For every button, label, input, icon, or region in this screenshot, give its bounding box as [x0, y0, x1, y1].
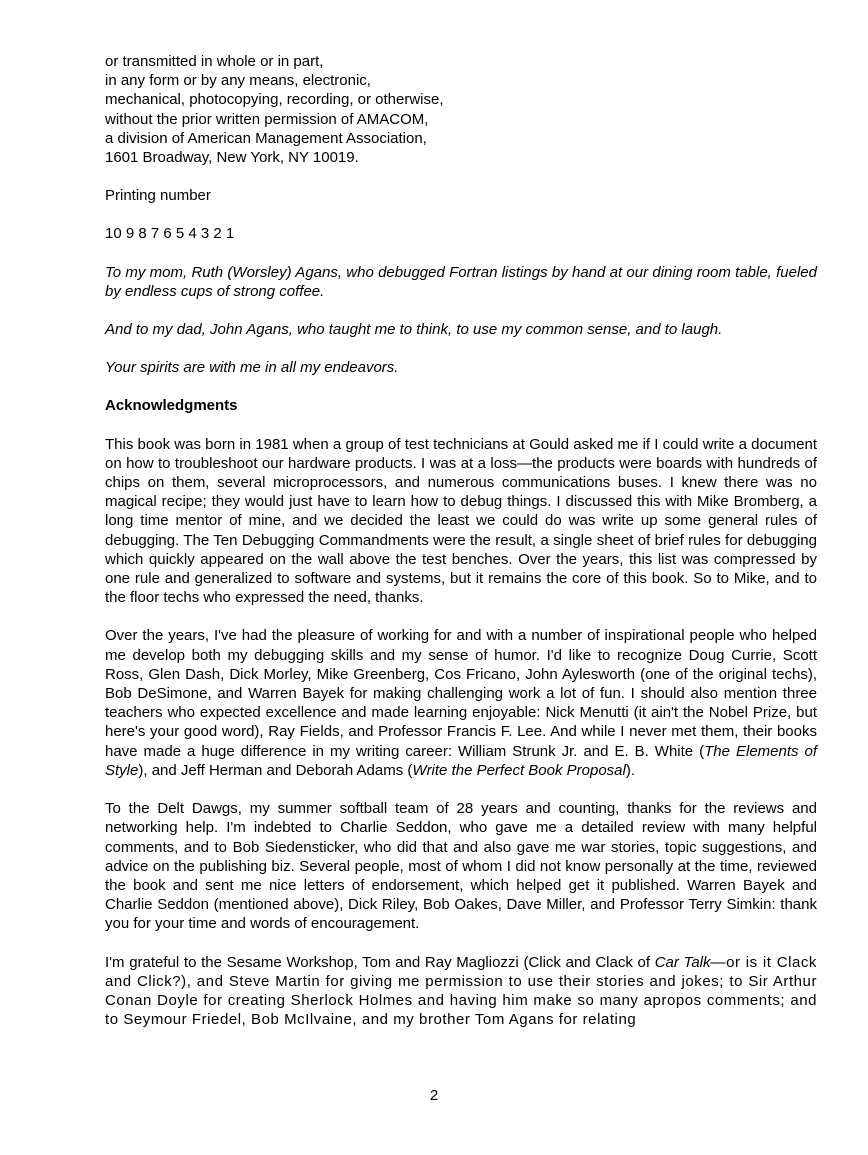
acknowledgments-heading: Acknowledgments [105, 397, 238, 415]
acknowledgments-paragraph-3: To the Delt Dawgs, my summer softball team of 28 years and counting, thanks for the reviews and networking help. I'm indebted to Charlie Seddon, who gave me a detailed review with many helpful comments, and to Bob Siedensticker, who did that and also gave me war stories, topic suggestions, and advice on the publishing biz. Several people, most of whom I did not know personally at the time, reviewed the book and sent me nice letters of endorsement, which helped get it published. Warren Bayek and Charlie Seddon (mentioned above), Dick Riley, Bob Oakes, Dave Miller, and Professor Terry Simkin: thank you for your time and words of encouragement. [105, 800, 817, 933]
copyright-line: without the prior written permission of AMACOM, [105, 110, 429, 128]
paragraph-text: Over the years, I've had the pleasure of working for and with a number of inspirational people who helped me develop both my debugging skills and my sense of humor. I'd like to recognize Doug Currie, Scott Ross, Glen Dash, Dick Morley, Mike Greenberg, Cos Fricano, John Aylesworth (one of the original techs), Bob DeSimone, and Warren Bayek for making challenging work a lot of fun. I should also mention three teachers who expected excellence and made learning enjoyable: Nick Menutti (it ain't the Nobel Prize, but here's your good word), Ray Fields, and Professor Francis F. Lee. And while I never met them, their books have made a huge difference in my writing career: William Strunk Jr. and E. B. White ( [105, 627, 817, 760]
paragraph-text: ), and Jeff Herman and Deborah Adams ( [138, 761, 413, 779]
copyright-line: a division of American Management Association, [105, 129, 427, 147]
copyright-line: in any form or by any means, electronic, [105, 72, 371, 90]
dedication-mom: To my mom, Ruth (Worsley) Agans, who debugged Fortran listings by hand at our dining room table, fueled by endless cups of strong coffee. [105, 263, 817, 300]
dedication-spirits: Your spirits are with me in all my endeavors. [105, 359, 399, 377]
paragraph-text: I'm grateful to the Sesame Workshop, Tom and Ray Magliozzi (Click and Clack of [105, 953, 655, 971]
printing-label: Printing number [105, 187, 211, 205]
acknowledgments-paragraph-2 [105, 626, 817, 780]
copyright-line: 1601 Broadway, New York, NY 10019. [105, 149, 359, 167]
paragraph-text: ). [625, 761, 636, 779]
copyright-line: or transmitted in whole or in part, [105, 53, 324, 70]
acknowledgments-paragraph-1: This book was born in 1981 when a group of test technicians at Gould asked me if I could write a document on how to troubleshoot our hardware products. I was at a loss—the products were boards with hundreds of chips on them, several microprocessors, and numerous communications buses. I knew there was no magical recipe; they would just have to learn how to debug things. I discussed this with Mike Bromberg, a long time mentor of mine, and we decided the least we could do was write up some general rules of debugging. The Ten Debugging Commandments were the result, a single sheet of brief rules for debugging which quickly appeared on the wall above the test benches. Over the years, this list was compressed by one rule and generalized to software and systems, but it remains the core of this book. So to Mike, and to the floor techs who expressed the need, thanks. [105, 435, 817, 607]
copyright-line: mechanical, photocopying, recording, or otherwise, [105, 91, 444, 109]
acknowledgments-paragraph-4 [105, 953, 817, 1030]
copyright-notice [105, 52, 817, 167]
dedication-dad: And to my dad, John Agans, who taught me to think, to use my common sense, and to laugh. [105, 321, 723, 339]
printing-number: 10 9 8 7 6 5 4 3 2 1 [105, 225, 235, 243]
show-title: Car Talk [654, 953, 711, 971]
page-body [105, 52, 817, 1048]
book-title: Write the Perfect Book Proposal [412, 761, 626, 779]
book-title: The Elements of Style [105, 742, 818, 779]
paragraph-text: —or is it Clack and Click?), and Steve Martin for giving me permission to use their stories and jokes; to Sir Arthur Conan Doyle for creating Sherlock Holmes and having him make so many apropos comments; and to Seymour Friedel, Bob McIlvaine, and my brother Tom Agans for relating [105, 953, 817, 1029]
page-number: 2 [429, 1087, 439, 1104]
